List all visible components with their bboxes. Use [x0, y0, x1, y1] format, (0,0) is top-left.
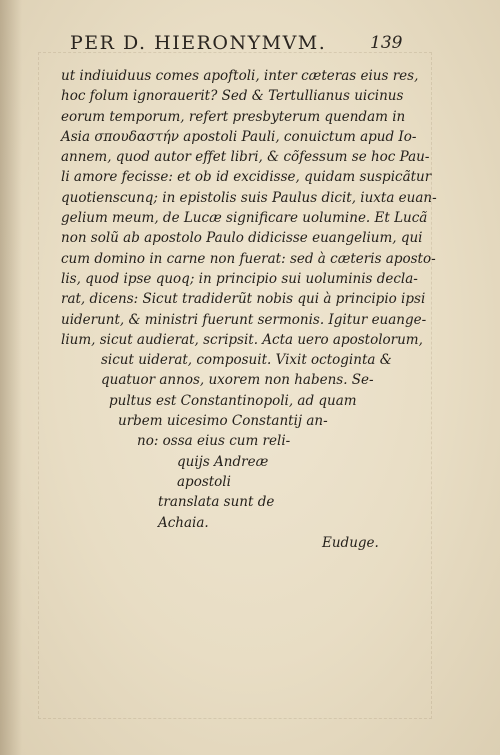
text-line: gelium meum, de Lucæ significare uolumine. Et Lucã: [61, 210, 428, 227]
text-line: lis, quod ipse quoq; in principio sui uoluminis decla-: [61, 270, 418, 287]
text-line: uiderunt, & ministri fuerunt sermonis. Igitur euange-: [61, 311, 427, 328]
body-text: [61, 66, 437, 553]
text-line: ut indiuiduus comes apoftoli, inter cæteras eius res,: [61, 68, 419, 84]
text-line: quatuor annos, uxorem non habens. Se-: [101, 372, 374, 389]
text-line: apostoli: [177, 473, 231, 490]
text-line: non solũ ab apostolo Paulo didicisse euangelium, qui: [61, 230, 423, 247]
text-line: quotienscunq; in epistolis suis Paulus dicit, iuxta euan-: [61, 189, 437, 206]
text-line: hoc folum ignorauerit? Sed & Tertullianus uicinus: [61, 88, 404, 105]
text-line: quijs Andreæ: [177, 453, 269, 470]
closing-word: Euduge.: [322, 534, 379, 551]
text-line: Asia σπουδαστήν apostoli Pauli, conuictum apud Io-: [61, 128, 417, 145]
text-line: pultus est Constantinopoli, ad quam: [109, 392, 357, 409]
text-line: Achaia.: [158, 514, 209, 531]
text-line: no: ossa eius cum reli-: [137, 433, 291, 450]
text-line: annem, quod autor effet libri, & cõfessum se hoc Pau-: [61, 149, 430, 166]
text-line: li amore fecisse: et ob id excidisse, quidam suspicãtur: [61, 169, 432, 186]
text-line: urbem uicesimo Constantij an-: [118, 413, 328, 430]
text-line: lium, sicut audierat, scripsit. Acta uero apostolorum,: [61, 331, 423, 348]
page-number: 139: [370, 33, 403, 53]
text-line: cum domino in carne non fuerat: sed à cæteris aposto-: [61, 250, 436, 267]
text-line: translata sunt de: [158, 494, 275, 511]
running-head: PER D. HIERONYMVM.: [70, 32, 327, 54]
text-line: eorum temporum, refert presbyterum quendam in: [61, 108, 406, 125]
text-line: rat, dicens: Sicut tradiderũt nobis qui à principio ipsi: [61, 291, 426, 308]
text-line: sicut uiderat, composuit. Vixit octoginta &: [101, 352, 392, 369]
